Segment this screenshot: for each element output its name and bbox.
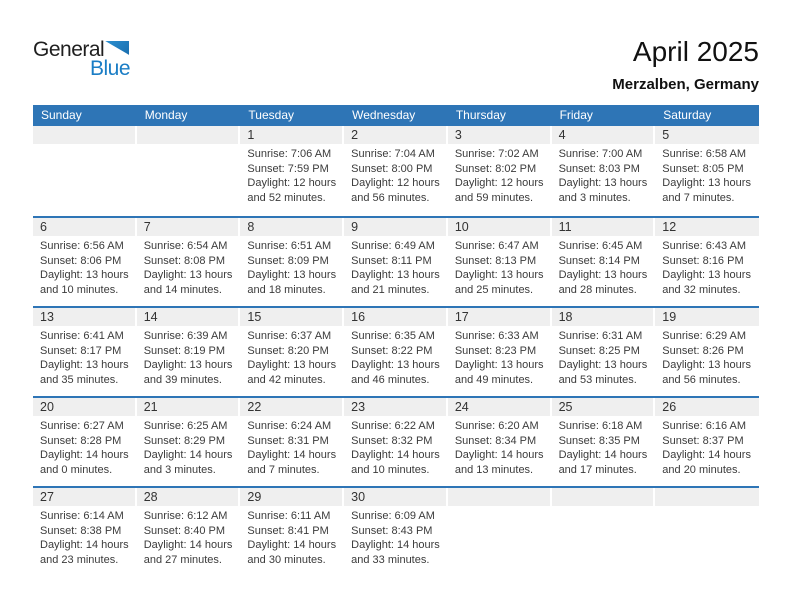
sunrise-text: Sunrise: 6:43 AM xyxy=(662,240,747,252)
daylight-text: Daylight: 14 hours and 3 minutes. xyxy=(143,449,233,476)
day-number xyxy=(448,488,550,506)
sunrise-text: Sunrise: 6:27 AM xyxy=(40,420,124,432)
day-details xyxy=(448,236,550,297)
weekday-header-thursday: Thursday xyxy=(455,108,506,122)
day-details xyxy=(240,144,342,205)
calendar-day-cell xyxy=(448,398,552,486)
weekday-header-tuesday: Tuesday xyxy=(248,108,295,122)
logo-text-general: General xyxy=(33,38,105,61)
sunrise-text: Sunrise: 6:51 AM xyxy=(247,240,332,252)
sunset-text: Sunset: 8:22 PM xyxy=(351,344,433,357)
sunset-text: Sunset: 8:20 PM xyxy=(247,344,329,357)
sunrise-text: Sunrise: 6:33 AM xyxy=(454,330,539,342)
sunrise-text: Sunrise: 6:45 AM xyxy=(558,240,643,252)
daylight-text: Daylight: 13 hours and 18 minutes. xyxy=(247,269,337,296)
sunrise-text: Sunrise: 6:35 AM xyxy=(351,330,435,342)
sunset-text: Sunset: 8:05 PM xyxy=(662,162,744,175)
calendar-day-cell xyxy=(448,218,552,306)
calendar-empty-cell xyxy=(137,126,241,216)
calendar-day-cell xyxy=(240,126,344,216)
sunset-text: Sunset: 8:41 PM xyxy=(247,524,329,537)
sunrise-text: Sunrise: 7:00 AM xyxy=(558,148,643,160)
sunrise-text: Sunrise: 6:41 AM xyxy=(40,330,124,342)
day-details xyxy=(448,416,550,477)
day-details xyxy=(552,326,654,387)
day-details xyxy=(655,236,759,297)
calendar-day-cell xyxy=(33,398,137,486)
day-number: 13 xyxy=(33,308,135,326)
weekday-header-row xyxy=(33,105,759,126)
calendar-day-cell xyxy=(552,218,656,306)
sunrise-text: Sunrise: 6:25 AM xyxy=(143,420,228,432)
sunrise-text: Sunrise: 7:04 AM xyxy=(351,148,435,160)
day-number: 26 xyxy=(655,398,759,416)
sunrise-text: Sunrise: 6:29 AM xyxy=(662,330,747,342)
calendar-day-cell xyxy=(240,488,344,576)
day-number: 19 xyxy=(655,308,759,326)
sunrise-text: Sunrise: 6:09 AM xyxy=(351,510,435,522)
day-number: 15 xyxy=(240,308,342,326)
day-details xyxy=(137,416,239,477)
sunrise-text: Sunrise: 6:16 AM xyxy=(662,420,747,432)
day-number: 1 xyxy=(240,126,342,144)
day-details xyxy=(240,326,342,387)
day-number: 10 xyxy=(448,218,550,236)
calendar-day-cell xyxy=(137,308,241,396)
sunset-text: Sunset: 8:43 PM xyxy=(351,524,433,537)
calendar-day-cell xyxy=(344,308,448,396)
sunset-text: Sunset: 8:17 PM xyxy=(40,344,122,357)
weekday-header-sunday: Sunday xyxy=(41,108,82,122)
calendar-day-cell xyxy=(344,398,448,486)
daylight-text: Daylight: 12 hours and 56 minutes. xyxy=(351,177,440,204)
day-number: 14 xyxy=(137,308,239,326)
daylight-text: Daylight: 13 hours and 7 minutes. xyxy=(662,177,751,204)
logo-flag-icon xyxy=(105,41,129,55)
day-details xyxy=(240,506,342,567)
calendar-day-cell xyxy=(137,398,241,486)
sunrise-text: Sunrise: 6:39 AM xyxy=(143,330,228,342)
calendar-day-cell xyxy=(137,218,241,306)
weekday-header-monday: Monday xyxy=(144,108,188,122)
day-number: 25 xyxy=(552,398,654,416)
daylight-text: Daylight: 13 hours and 28 minutes. xyxy=(558,269,648,296)
day-details xyxy=(33,326,135,387)
day-details xyxy=(344,416,446,477)
sunrise-text: Sunrise: 6:20 AM xyxy=(454,420,539,432)
day-number: 28 xyxy=(137,488,239,506)
sunrise-text: Sunrise: 6:58 AM xyxy=(662,148,747,160)
calendar-weeks xyxy=(33,126,759,576)
sunrise-text: Sunrise: 6:54 AM xyxy=(143,240,228,252)
sunrise-text: Sunrise: 6:11 AM xyxy=(247,510,331,522)
week-row xyxy=(33,486,759,576)
sunset-text: Sunset: 8:14 PM xyxy=(558,254,640,267)
day-number: 11 xyxy=(552,218,654,236)
daylight-text: Daylight: 13 hours and 3 minutes. xyxy=(558,177,648,204)
daylight-text: Daylight: 12 hours and 59 minutes. xyxy=(454,177,544,204)
calendar-day-cell xyxy=(240,398,344,486)
daylight-text: Daylight: 13 hours and 21 minutes. xyxy=(351,269,440,296)
logo-text-blue: Blue xyxy=(90,57,131,80)
sunrise-text: Sunrise: 6:31 AM xyxy=(558,330,643,342)
day-number: 6 xyxy=(33,218,135,236)
day-details xyxy=(240,416,342,477)
calendar-day-cell xyxy=(344,218,448,306)
calendar-day-cell xyxy=(552,398,656,486)
daylight-text: Daylight: 13 hours and 53 minutes. xyxy=(558,359,648,386)
sunrise-text: Sunrise: 6:14 AM xyxy=(40,510,124,522)
calendar-day-cell xyxy=(33,488,137,576)
day-details xyxy=(552,236,654,297)
weekday-header-wednesday: Wednesday xyxy=(352,108,416,122)
sunset-text: Sunset: 8:02 PM xyxy=(454,162,537,175)
day-details xyxy=(655,416,759,477)
day-number: 5 xyxy=(655,126,759,144)
calendar-day-cell xyxy=(240,308,344,396)
daylight-text: Daylight: 13 hours and 32 minutes. xyxy=(662,269,751,296)
calendar-day-cell xyxy=(655,308,759,396)
sunset-text: Sunset: 8:16 PM xyxy=(662,254,744,267)
day-details xyxy=(552,144,654,205)
calendar-day-cell xyxy=(448,308,552,396)
day-details xyxy=(137,506,239,567)
sunset-text: Sunset: 8:13 PM xyxy=(454,254,537,267)
sunset-text: Sunset: 8:03 PM xyxy=(558,162,640,175)
sunrise-text: Sunrise: 6:18 AM xyxy=(558,420,643,432)
day-number: 23 xyxy=(344,398,446,416)
day-details xyxy=(344,326,446,387)
day-details xyxy=(240,236,342,297)
calendar-day-cell xyxy=(344,126,448,216)
day-number: 16 xyxy=(344,308,446,326)
day-details xyxy=(448,326,550,387)
sunrise-text: Sunrise: 6:49 AM xyxy=(351,240,435,252)
sunset-text: Sunset: 8:09 PM xyxy=(247,254,329,267)
sunset-text: Sunset: 8:00 PM xyxy=(351,162,433,175)
week-row xyxy=(33,216,759,306)
general-blue-logo xyxy=(33,38,130,81)
day-details xyxy=(344,144,446,205)
day-number: 2 xyxy=(344,126,446,144)
day-details xyxy=(448,144,550,205)
daylight-text: Daylight: 14 hours and 33 minutes. xyxy=(351,539,440,566)
calendar-empty-cell xyxy=(655,488,759,576)
daylight-text: Daylight: 14 hours and 0 minutes. xyxy=(40,449,129,476)
calendar xyxy=(33,105,759,576)
calendar-day-cell xyxy=(33,308,137,396)
daylight-text: Daylight: 14 hours and 30 minutes. xyxy=(247,539,337,566)
day-number: 9 xyxy=(344,218,446,236)
sunrise-text: Sunrise: 7:06 AM xyxy=(247,148,332,160)
day-number: 20 xyxy=(33,398,135,416)
daylight-text: Daylight: 13 hours and 14 minutes. xyxy=(143,269,233,296)
day-number: 27 xyxy=(33,488,135,506)
calendar-day-cell xyxy=(344,488,448,576)
sunrise-text: Sunrise: 6:47 AM xyxy=(454,240,539,252)
daylight-text: Daylight: 14 hours and 27 minutes. xyxy=(143,539,233,566)
day-number: 24 xyxy=(448,398,550,416)
week-row xyxy=(33,396,759,486)
daylight-text: Daylight: 14 hours and 20 minutes. xyxy=(662,449,751,476)
calendar-day-cell xyxy=(240,218,344,306)
sunrise-text: Sunrise: 6:22 AM xyxy=(351,420,435,432)
daylight-text: Daylight: 13 hours and 39 minutes. xyxy=(143,359,233,386)
calendar-day-cell xyxy=(448,126,552,216)
page-subtitle: Merzalben, Germany xyxy=(612,76,759,93)
day-number: 29 xyxy=(240,488,342,506)
sunset-text: Sunset: 8:38 PM xyxy=(40,524,122,537)
day-details xyxy=(137,326,239,387)
day-number xyxy=(33,126,135,144)
week-row xyxy=(33,306,759,396)
daylight-text: Daylight: 14 hours and 17 minutes. xyxy=(558,449,648,476)
sunset-text: Sunset: 8:19 PM xyxy=(143,344,226,357)
day-number: 4 xyxy=(552,126,654,144)
daylight-text: Daylight: 13 hours and 10 minutes. xyxy=(40,269,129,296)
day-number: 7 xyxy=(137,218,239,236)
weekday-header-friday: Friday xyxy=(559,108,593,122)
calendar-day-cell xyxy=(33,218,137,306)
sunset-text: Sunset: 8:06 PM xyxy=(40,254,122,267)
day-details xyxy=(33,236,135,297)
day-number xyxy=(655,488,759,506)
sunset-text: Sunset: 8:26 PM xyxy=(662,344,744,357)
sunset-text: Sunset: 8:11 PM xyxy=(351,254,432,267)
calendar-day-cell xyxy=(655,398,759,486)
day-details xyxy=(655,144,759,205)
sunset-text: Sunset: 8:23 PM xyxy=(454,344,537,357)
calendar-day-cell xyxy=(137,488,241,576)
weekday-header-saturday: Saturday xyxy=(663,108,712,122)
daylight-text: Daylight: 14 hours and 23 minutes. xyxy=(40,539,129,566)
sunset-text: Sunset: 8:37 PM xyxy=(662,434,744,447)
day-number: 21 xyxy=(137,398,239,416)
daylight-text: Daylight: 13 hours and 42 minutes. xyxy=(247,359,337,386)
daylight-text: Daylight: 12 hours and 52 minutes. xyxy=(247,177,337,204)
day-details xyxy=(33,506,135,567)
daylight-text: Daylight: 14 hours and 13 minutes. xyxy=(454,449,544,476)
day-details xyxy=(655,326,759,387)
sunrise-text: Sunrise: 6:37 AM xyxy=(247,330,332,342)
sunset-text: Sunset: 8:25 PM xyxy=(558,344,640,357)
sunrise-text: Sunrise: 6:24 AM xyxy=(247,420,332,432)
sunset-text: Sunset: 8:40 PM xyxy=(143,524,226,537)
page-title: April 2025 xyxy=(632,36,759,67)
daylight-text: Daylight: 13 hours and 35 minutes. xyxy=(40,359,129,386)
day-number: 3 xyxy=(448,126,550,144)
day-number: 8 xyxy=(240,218,342,236)
day-details xyxy=(344,506,446,567)
sunrise-text: Sunrise: 6:12 AM xyxy=(143,510,228,522)
day-number: 12 xyxy=(655,218,759,236)
calendar-empty-cell xyxy=(33,126,137,216)
daylight-text: Daylight: 14 hours and 10 minutes. xyxy=(351,449,440,476)
day-number: 30 xyxy=(344,488,446,506)
day-number xyxy=(552,488,654,506)
daylight-text: Daylight: 13 hours and 25 minutes. xyxy=(454,269,544,296)
day-number xyxy=(137,126,239,144)
week-row xyxy=(33,126,759,216)
day-number: 18 xyxy=(552,308,654,326)
day-details xyxy=(33,416,135,477)
daylight-text: Daylight: 14 hours and 7 minutes. xyxy=(247,449,337,476)
calendar-day-cell xyxy=(655,126,759,216)
calendar-empty-cell xyxy=(552,488,656,576)
daylight-text: Daylight: 13 hours and 49 minutes. xyxy=(454,359,544,386)
calendar-day-cell xyxy=(552,308,656,396)
sunrise-text: Sunrise: 6:56 AM xyxy=(40,240,124,252)
sunset-text: Sunset: 8:34 PM xyxy=(454,434,537,447)
sunset-text: Sunset: 8:35 PM xyxy=(558,434,640,447)
day-details xyxy=(552,416,654,477)
sunset-text: Sunset: 7:59 PM xyxy=(247,162,329,175)
sunset-text: Sunset: 8:29 PM xyxy=(143,434,226,447)
sunset-text: Sunset: 8:31 PM xyxy=(247,434,329,447)
calendar-day-cell xyxy=(655,218,759,306)
calendar-empty-cell xyxy=(448,488,552,576)
day-details xyxy=(344,236,446,297)
sunset-text: Sunset: 8:32 PM xyxy=(351,434,433,447)
daylight-text: Daylight: 13 hours and 46 minutes. xyxy=(351,359,440,386)
sunrise-text: Sunrise: 7:02 AM xyxy=(454,148,539,160)
day-number: 17 xyxy=(448,308,550,326)
sunset-text: Sunset: 8:08 PM xyxy=(143,254,226,267)
calendar-day-cell xyxy=(552,126,656,216)
day-details xyxy=(137,236,239,297)
sunset-text: Sunset: 8:28 PM xyxy=(40,434,122,447)
daylight-text: Daylight: 13 hours and 56 minutes. xyxy=(662,359,751,386)
day-number: 22 xyxy=(240,398,342,416)
